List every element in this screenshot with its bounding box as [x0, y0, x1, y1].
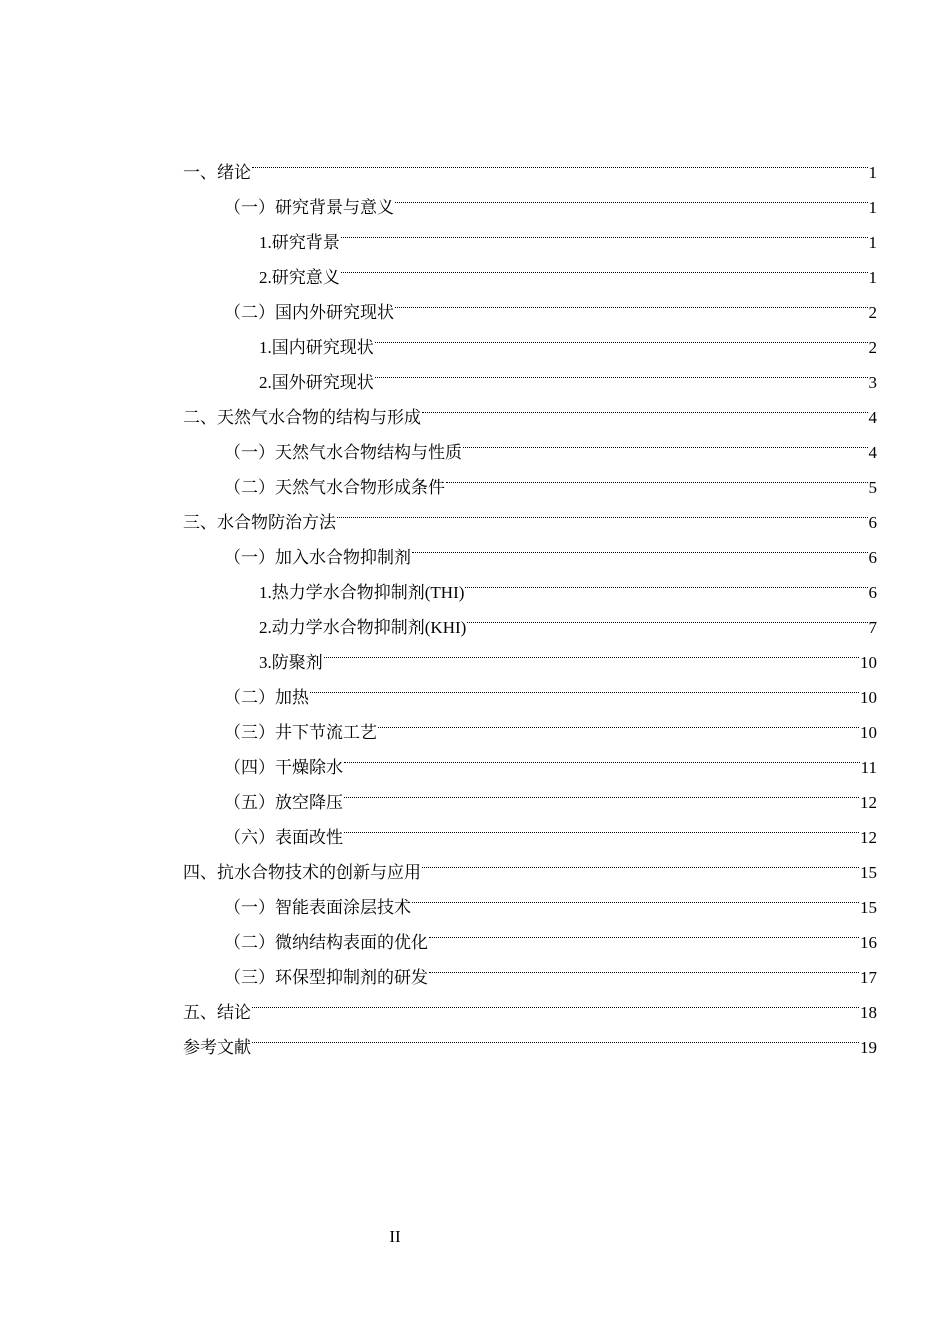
toc-dot-leader	[395, 283, 868, 318]
toc-dot-leader	[429, 948, 859, 983]
toc-dot-leader	[344, 808, 859, 843]
toc-dot-leader	[252, 983, 859, 1018]
toc-entry-page: 15	[860, 863, 877, 882]
toc-entry-page: 10	[860, 688, 877, 707]
toc-entry-title: 一、绪论	[183, 163, 251, 182]
toc-entry-page: 19	[860, 1038, 877, 1057]
toc-entry-title: （五）放空降压	[224, 793, 343, 812]
toc-entry-page: 4	[868, 443, 877, 462]
toc-dot-leader	[375, 353, 868, 388]
toc-dot-leader	[422, 843, 859, 878]
toc-dot-leader	[324, 633, 859, 668]
toc-entry-title: 五、结论	[183, 1003, 251, 1022]
toc-entry[interactable]	[183, 983, 877, 1022]
toc-dot-leader	[412, 878, 859, 913]
toc-entry-page: 1	[868, 198, 877, 217]
toc-entry-page: 7	[868, 618, 877, 637]
toc-entry[interactable]	[183, 143, 877, 182]
toc-entry-title: 2.动力学水合物抑制剂(KHI)	[259, 618, 467, 637]
toc-dot-leader	[446, 458, 868, 493]
toc-dot-leader	[344, 738, 860, 773]
toc-entry-page: 17	[860, 968, 877, 987]
toc-entry-page: 12	[860, 793, 877, 812]
toc-dot-leader	[344, 773, 859, 808]
toc-entry-title: 1.研究背景	[259, 233, 340, 252]
toc-dot-leader	[429, 913, 859, 948]
toc-entry-page: 1	[868, 268, 877, 287]
toc-entry-title: （二）加热	[224, 688, 309, 707]
toc-entry-page: 11	[860, 758, 877, 777]
toc-dot-leader	[341, 213, 868, 248]
toc-dot-leader	[378, 703, 859, 738]
table-of-contents	[183, 143, 877, 1057]
toc-entry-page: 2	[868, 303, 877, 322]
toc-dot-leader	[252, 1018, 859, 1053]
toc-entry-page: 4	[868, 408, 877, 427]
toc-entry-title: （二）国内外研究现状	[224, 303, 394, 322]
toc-entry-page: 6	[868, 513, 877, 532]
toc-entry-page: 15	[860, 898, 877, 917]
toc-entry-page: 1	[868, 163, 877, 182]
toc-entry-page: 10	[860, 653, 877, 672]
toc-dot-leader	[252, 143, 868, 178]
toc-dot-leader	[310, 668, 859, 703]
toc-entry-title: 三、水合物防治方法	[183, 513, 336, 532]
toc-entry-title: （一）智能表面涂层技术	[224, 898, 411, 917]
toc-entry-title: （三）环保型抑制剂的研发	[224, 968, 428, 987]
toc-dot-leader	[422, 388, 868, 423]
toc-entry-title: 参考文献	[183, 1038, 251, 1057]
page-footer-number: II	[389, 1227, 401, 1246]
toc-dot-leader	[463, 423, 868, 458]
toc-entry-title: 二、天然气水合物的结构与形成	[183, 408, 421, 427]
toc-entry-title: （四）干燥除水	[224, 758, 343, 777]
toc-dot-leader	[412, 528, 868, 563]
toc-entry-title: 1.国内研究现状	[259, 338, 374, 357]
toc-entry-title: （二）微纳结构表面的优化	[224, 933, 428, 952]
toc-entry-title: （三）井下节流工艺	[224, 723, 377, 742]
toc-entry-page: 12	[860, 828, 877, 847]
toc-entry-title: 2.研究意义	[259, 268, 340, 287]
toc-entry-title: （一）加入水合物抑制剂	[224, 548, 411, 567]
toc-entry-page: 3	[868, 373, 877, 392]
toc-dot-leader	[395, 178, 868, 213]
toc-entry-page: 16	[860, 933, 877, 952]
toc-dot-leader	[341, 248, 868, 283]
toc-entry-page: 1	[868, 233, 877, 252]
toc-entry-page: 6	[868, 583, 877, 602]
toc-entry[interactable]	[183, 1018, 877, 1057]
toc-entry[interactable]	[183, 178, 877, 217]
toc-entry-title: 2.国外研究现状	[259, 373, 374, 392]
toc-entry-page: 18	[860, 1003, 877, 1022]
toc-entry-page: 6	[868, 548, 877, 567]
toc-entry-title: （六）表面改性	[224, 828, 343, 847]
toc-entry-title: 1.热力学水合物抑制剂(THI)	[259, 583, 465, 602]
toc-entry-page: 2	[868, 338, 877, 357]
toc-dot-leader	[337, 493, 868, 528]
toc-entry-title: （一）研究背景与意义	[224, 198, 394, 217]
toc-entry-title: 3.防聚剂	[259, 653, 323, 672]
toc-entry-title: （一）天然气水合物结构与性质	[224, 443, 462, 462]
toc-entry-title: 四、抗水合物技术的创新与应用	[183, 863, 421, 882]
toc-entry-page: 5	[868, 478, 877, 497]
toc-dot-leader	[375, 318, 868, 353]
toc-dot-leader	[467, 598, 867, 633]
toc-entry-page: 10	[860, 723, 877, 742]
toc-dot-leader	[465, 563, 867, 598]
toc-entry-title: （二）天然气水合物形成条件	[224, 478, 445, 497]
